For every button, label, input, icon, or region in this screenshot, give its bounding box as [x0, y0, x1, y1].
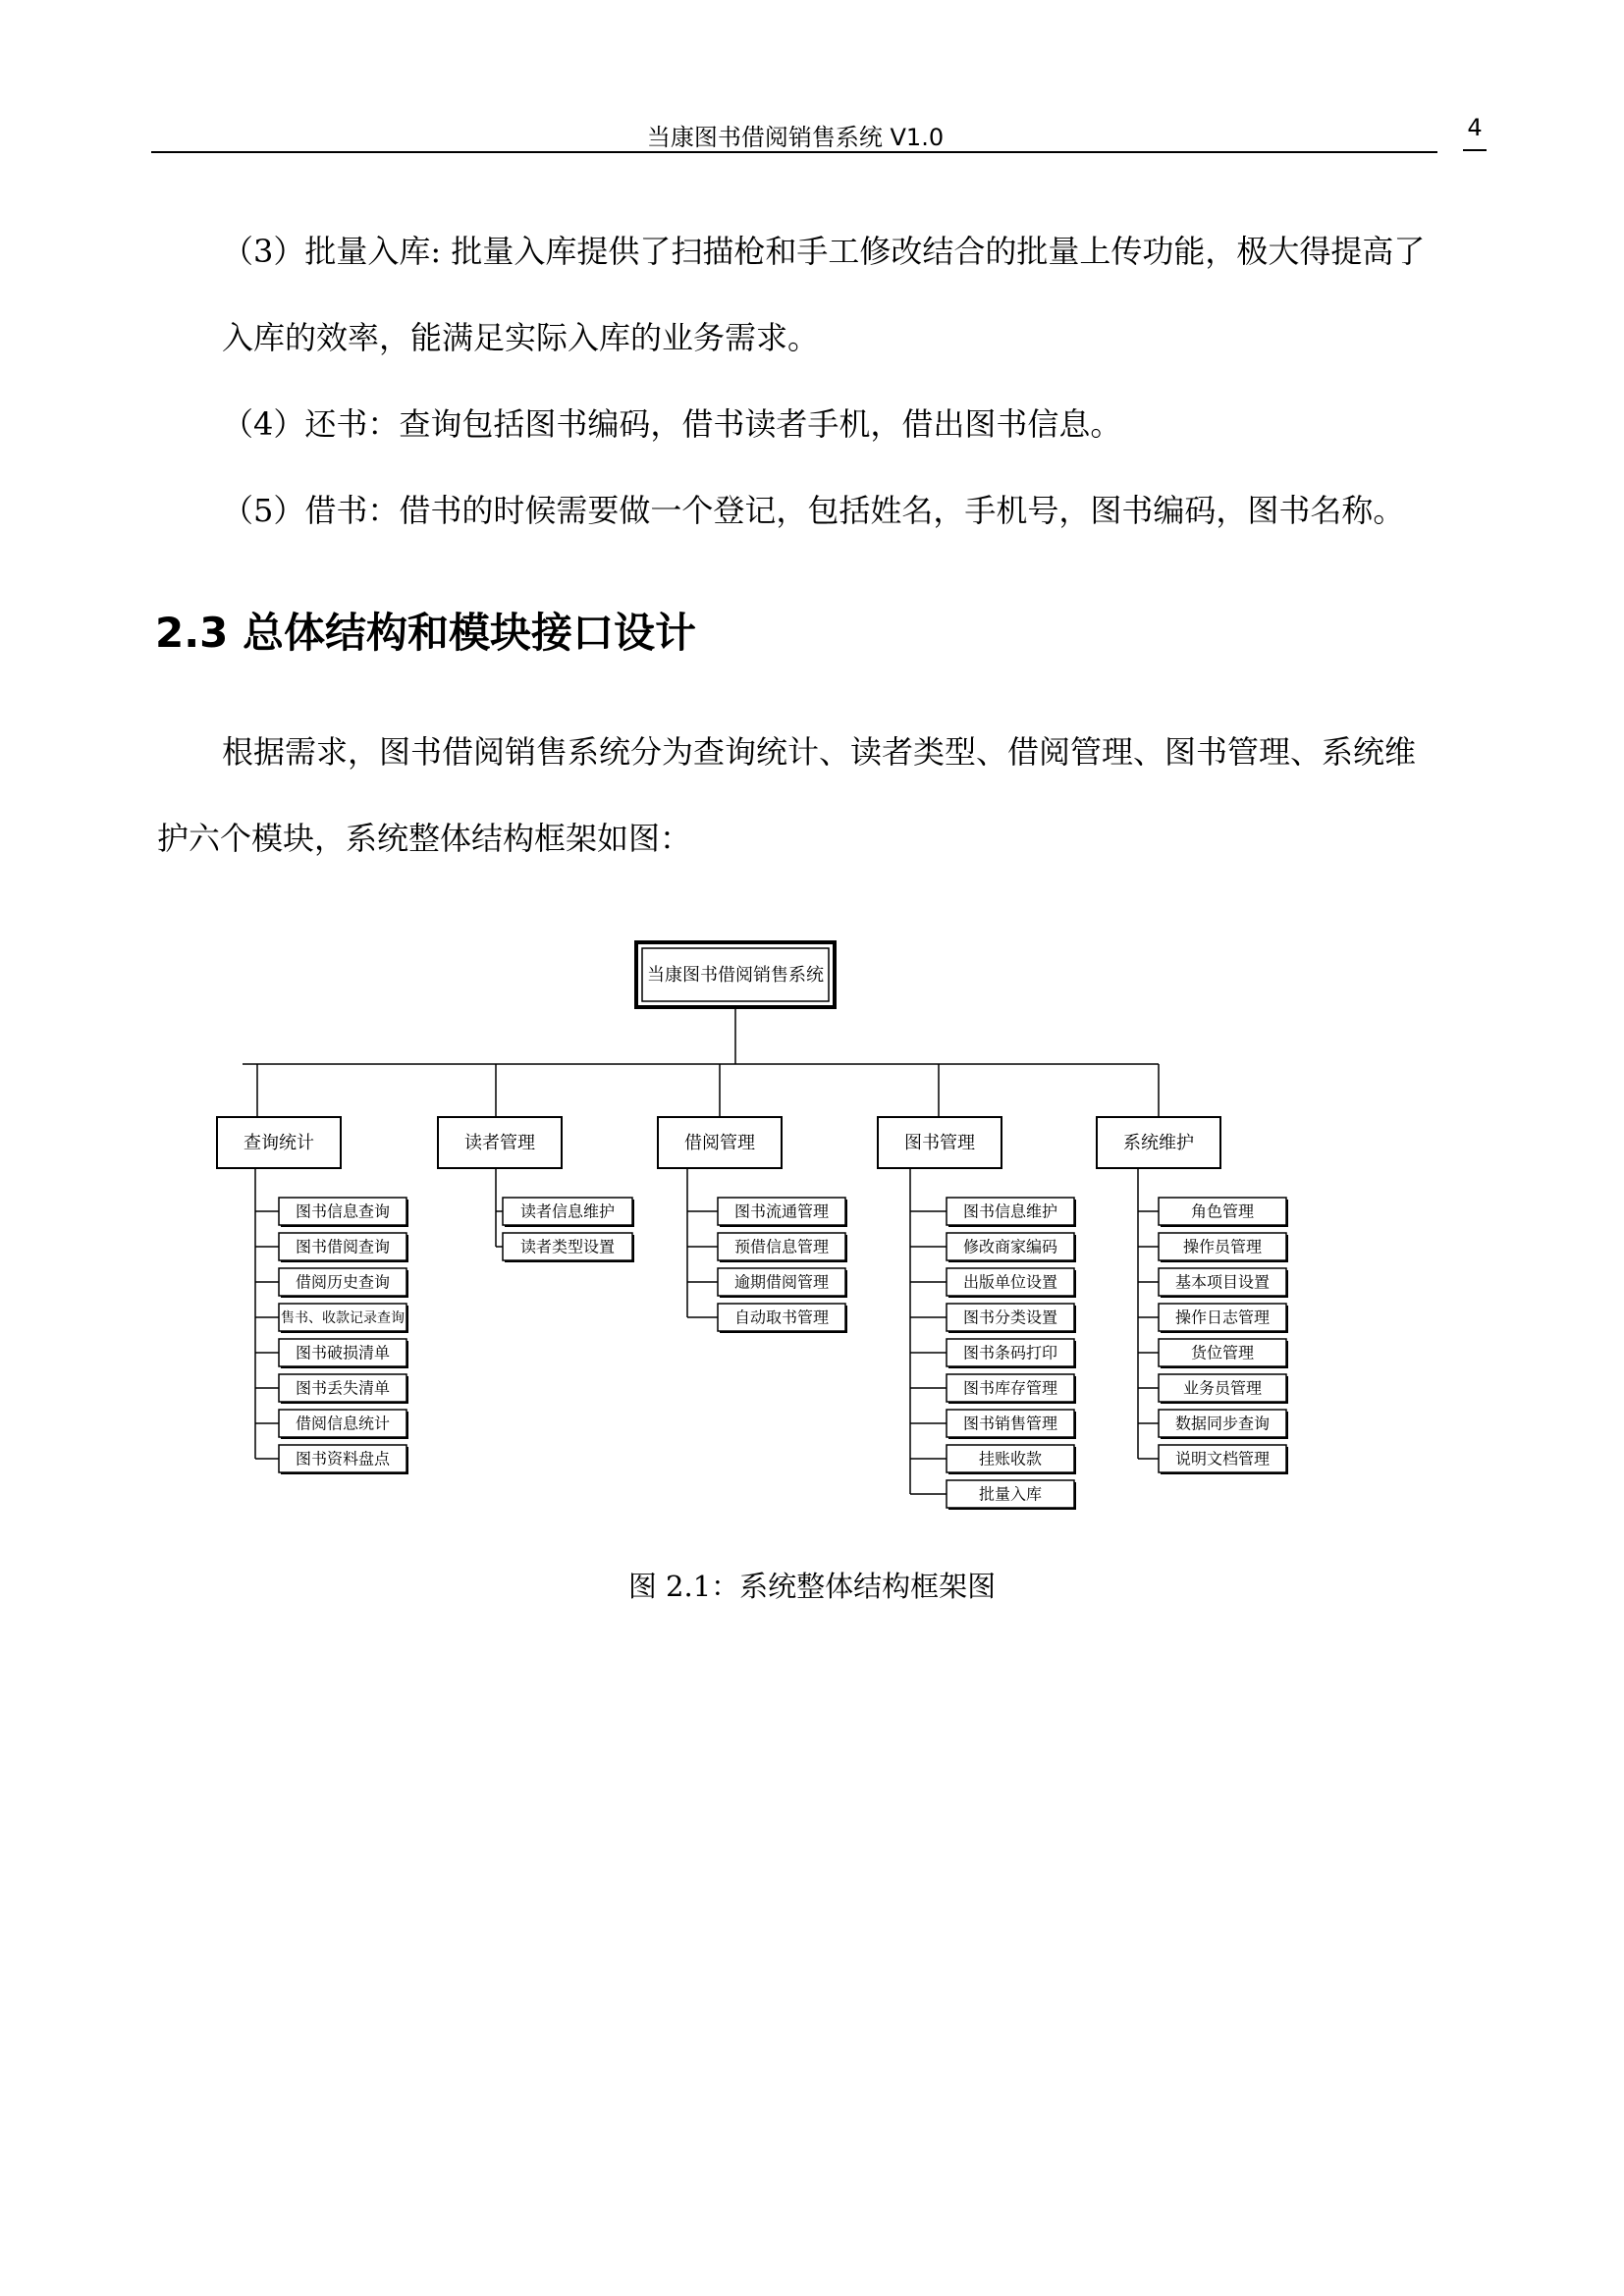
- item-label: 批量入库: [978, 1484, 1043, 1504]
- running-header-title: 当康图书借阅销售系统 V1.0: [646, 124, 945, 151]
- module-label: 图书管理: [904, 1133, 975, 1153]
- item-label: 图书分类设置: [962, 1308, 1058, 1327]
- item-label: 图书信息维护: [962, 1201, 1058, 1221]
- item-label: 逾期借阅管理: [733, 1272, 830, 1292]
- paragraph-borrow-book: （5）借书：借书的时候需要做一个登记，包括姓名，手机号，图书编码，图书名称。: [222, 492, 1405, 529]
- item-label: 图书条码打印: [962, 1343, 1058, 1362]
- item-label: 借阅历史查询: [295, 1272, 391, 1292]
- root-label: 当康图书借阅销售系统: [647, 965, 824, 986]
- item-label: 自动取书管理: [733, 1308, 830, 1327]
- item-label: 图书库存管理: [962, 1378, 1058, 1398]
- item-label: 图书销售管理: [962, 1414, 1058, 1433]
- section-heading: 2.3 总体结构和模块接口设计: [155, 609, 697, 657]
- intro-line1: 根据需求，图书借阅销售系统分为查询统计、读者类型、借阅管理、图书管理、系统维: [222, 733, 1417, 771]
- module-label: 读者管理: [464, 1133, 535, 1153]
- paragraph-batch-import-line1: （3）批量入库: 批量入库提供了扫描枪和手工修改结合的批量上传功能，极大得提高了: [222, 233, 1426, 270]
- item-label: 读者信息维护: [519, 1201, 616, 1221]
- module-label: 查询统计: [244, 1133, 314, 1153]
- item-label: 图书流通管理: [733, 1201, 830, 1221]
- item-label: 图书借阅查询: [295, 1237, 391, 1256]
- item-label: 货位管理: [1190, 1343, 1255, 1362]
- paragraph-return-book: （4）还书：查询包括图书编码，借书读者手机，借出图书信息。: [222, 405, 1122, 443]
- item-label: 业务员管理: [1182, 1378, 1263, 1398]
- item-label: 挂账收款: [978, 1449, 1043, 1468]
- item-label: 借阅信息统计: [295, 1414, 391, 1433]
- paragraph-batch-import-line2: 入库的效率，能满足实际入库的业务需求。: [222, 319, 820, 356]
- item-label: 操作日志管理: [1174, 1308, 1271, 1327]
- item-label: 图书资料盘点: [295, 1449, 391, 1468]
- item-label: 说明文档管理: [1174, 1449, 1271, 1468]
- item-label: 预借信息管理: [733, 1237, 830, 1256]
- item-label: 数据同步查询: [1174, 1414, 1271, 1433]
- item-label: 修改商家编码: [962, 1237, 1058, 1256]
- page-number: 4: [1467, 114, 1483, 141]
- module-label: 借阅管理: [684, 1133, 755, 1153]
- module-label: 系统维护: [1123, 1133, 1194, 1153]
- item-label: 图书破损清单: [295, 1343, 391, 1362]
- item-label: 售书、收款记录查询: [281, 1310, 405, 1326]
- item-label: 操作员管理: [1182, 1237, 1263, 1256]
- item-label: 图书丢失清单: [295, 1378, 391, 1398]
- intro-line2: 护六个模块，系统整体结构框架如图：: [157, 820, 692, 857]
- item-label: 基本项目设置: [1174, 1272, 1271, 1292]
- item-label: 读者类型设置: [519, 1237, 616, 1256]
- figure-caption: 图 2.1：系统整体结构框架图: [627, 1570, 997, 1603]
- item-label: 出版单位设置: [962, 1272, 1058, 1292]
- item-label: 图书信息查询: [295, 1201, 391, 1221]
- item-label: 角色管理: [1190, 1201, 1255, 1221]
